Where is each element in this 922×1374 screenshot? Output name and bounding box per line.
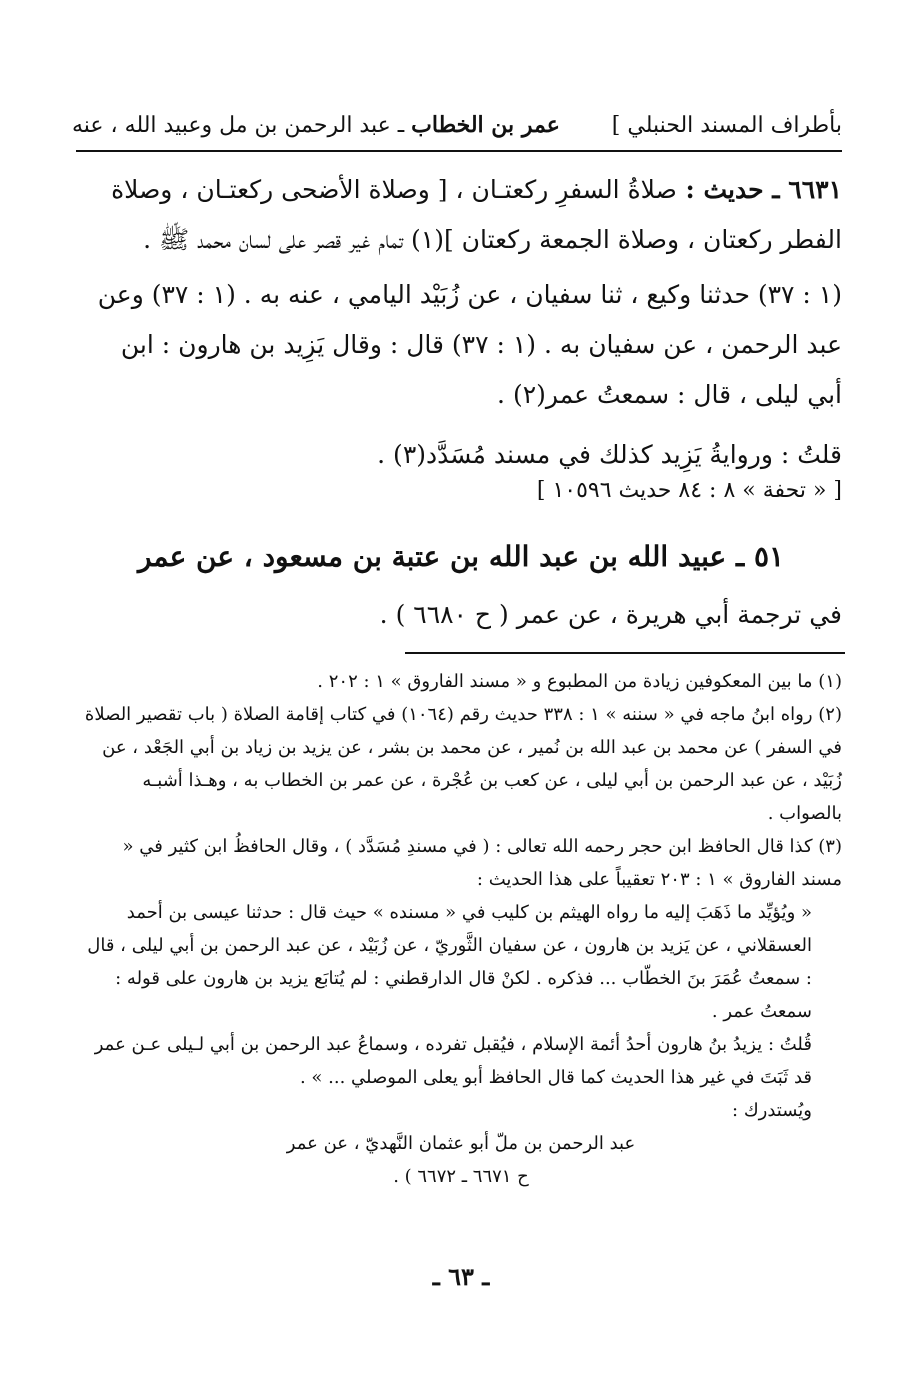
footnote-2: (٢) رواه ابنُ ماجه في « سننه » ١ : ٣٣٨ حديث رقم (١٠٦٤) في كتاب إقامة الصلاة ( باب تقصير الصلاة في السفر ) عن محمد بن عبد الله بن نُمير ، عن محمد بن بشر ، عن يزيد بن زياد بن أبي الجَعْد ، عن زُبَيْد ، عن عبد الرحمن بن أبي ليلى ، عن كعب بن عُجْرة ، عن عمر بن الخطاب به ، وهـذا أشبـه بالصواب .: [84, 704, 842, 824]
chapter-note: في ترجمة أبي هريرة ، عن عمر ( ح ٦٦٨٠ ) .: [379, 600, 842, 629]
footnotes: [80, 665, 842, 1193]
footnote-3: (٣) كذا قال الحافظ ابن حجر رحمه الله تعالى : ( في مسندِ مُسَدَّد ) ، وقال الحافظُ ابن كثير في « مسند الفاروق » ١ : ٢٠٣ تعقيباً على هذا الحديث :: [122, 836, 842, 890]
footnote-3-comment: قُلتُ : يزيدُ بنُ هارون أحدُ أئمة الإسلام ، فيُقبل تفرده ، وسماعُ عبد الرحمن بن أبي لـيلى عـن عمر قد ثَبَتَ في غير هذا الحديث كما قال الحافظ أبو يعلى الموصلي ... » .: [94, 1034, 812, 1088]
header-book-title: بأطراف المسند الحنبلي ]: [611, 112, 842, 138]
header-section-rest: ـ عبد الرحمن بن مل وعبيد الله ، عنه: [72, 113, 412, 138]
hadith-label: ـ حديث :: [676, 175, 789, 204]
hadith-body: صلاةُ السفرِ ركعتـان ، [ وصلاة الأضحى ركعتـان ، وصلاة الفطر ركعتان ، وصلاة الجمعة ركعتان ](١) تمام غير قصر على لسان محمد ﷺ .: [111, 175, 842, 254]
footnote-3-addendum-label: ويُستدرك :: [732, 1100, 812, 1121]
hadith-text: [80, 165, 842, 265]
header-rule: [76, 150, 842, 152]
author-comment: قلتُ : وروايةُ يَزِيد كذلك في مسند مُسَدَّد(٣) .: [377, 440, 842, 469]
page-number: ـ ٦٣ ـ: [432, 1262, 490, 1291]
hadith-number: ٦٦٣١: [788, 175, 842, 204]
footnote-separator: [405, 652, 845, 654]
tuhfa-reference: [ « تحفة » ٨ : ٨٤ حديث ١٠٥٩٦ ]: [536, 478, 842, 503]
footnote-3-addendum-ref: ح ٦٦٧١ ـ ٦٦٧٢ ) .: [393, 1166, 529, 1187]
running-header: [72, 102, 842, 148]
footnote-3-quote: « ويُؤيِّد ما ذَهَبَ إليه ما رواه الهيثم بن كليب في « مسنده » حيث قال : حدثنا عيسى بن أحمد العسقلاني ، عن يَزيد بن هارون ، عن سفيان الثَّوريّ ، عن زُبَيْد ، عن عبد الرحمن بن أبي ليلى ، قال : سمعتُ عُمَرَ بنَ الخطّاب ... فذكره . لكنْ قال الدارقطني : لم يُتابَع يزيد بن هارون على قوله : سمعتُ عمر .: [87, 902, 812, 1022]
footnote-1: (١) ما بين المعكوفين زيادة من المطبوع و « مسند الفاروق » ١ : ٢٠٢ .: [317, 671, 842, 692]
isnad-paragraph: [80, 270, 842, 480]
footnote-3-addendum-title: عبد الرحمن بن ملّ أبو عثمان النَّهديّ ، عن عمر: [286, 1133, 636, 1154]
header-section-title: [72, 112, 560, 138]
chapter-heading: ٥١ ـ عبيد الله بن عبد الله بن عتبة بن مسعود ، عن عمر: [137, 540, 785, 573]
isnad-chain: (١ : ٣٧) حدثنا وكيع ، ثنا سفيان ، عن زُبَيْد اليامي ، عنه به . (١ : ٣٧) وعن عبد الرحمن ، عن سفيان به . (١ : ٣٧) قال : وقال يَزِيد بن هارون : ابن أبي ليلى ، قال : سمعتُ عمر(٢) .: [97, 280, 842, 409]
header-section-bold: عمر بن الخطاب: [411, 112, 560, 138]
